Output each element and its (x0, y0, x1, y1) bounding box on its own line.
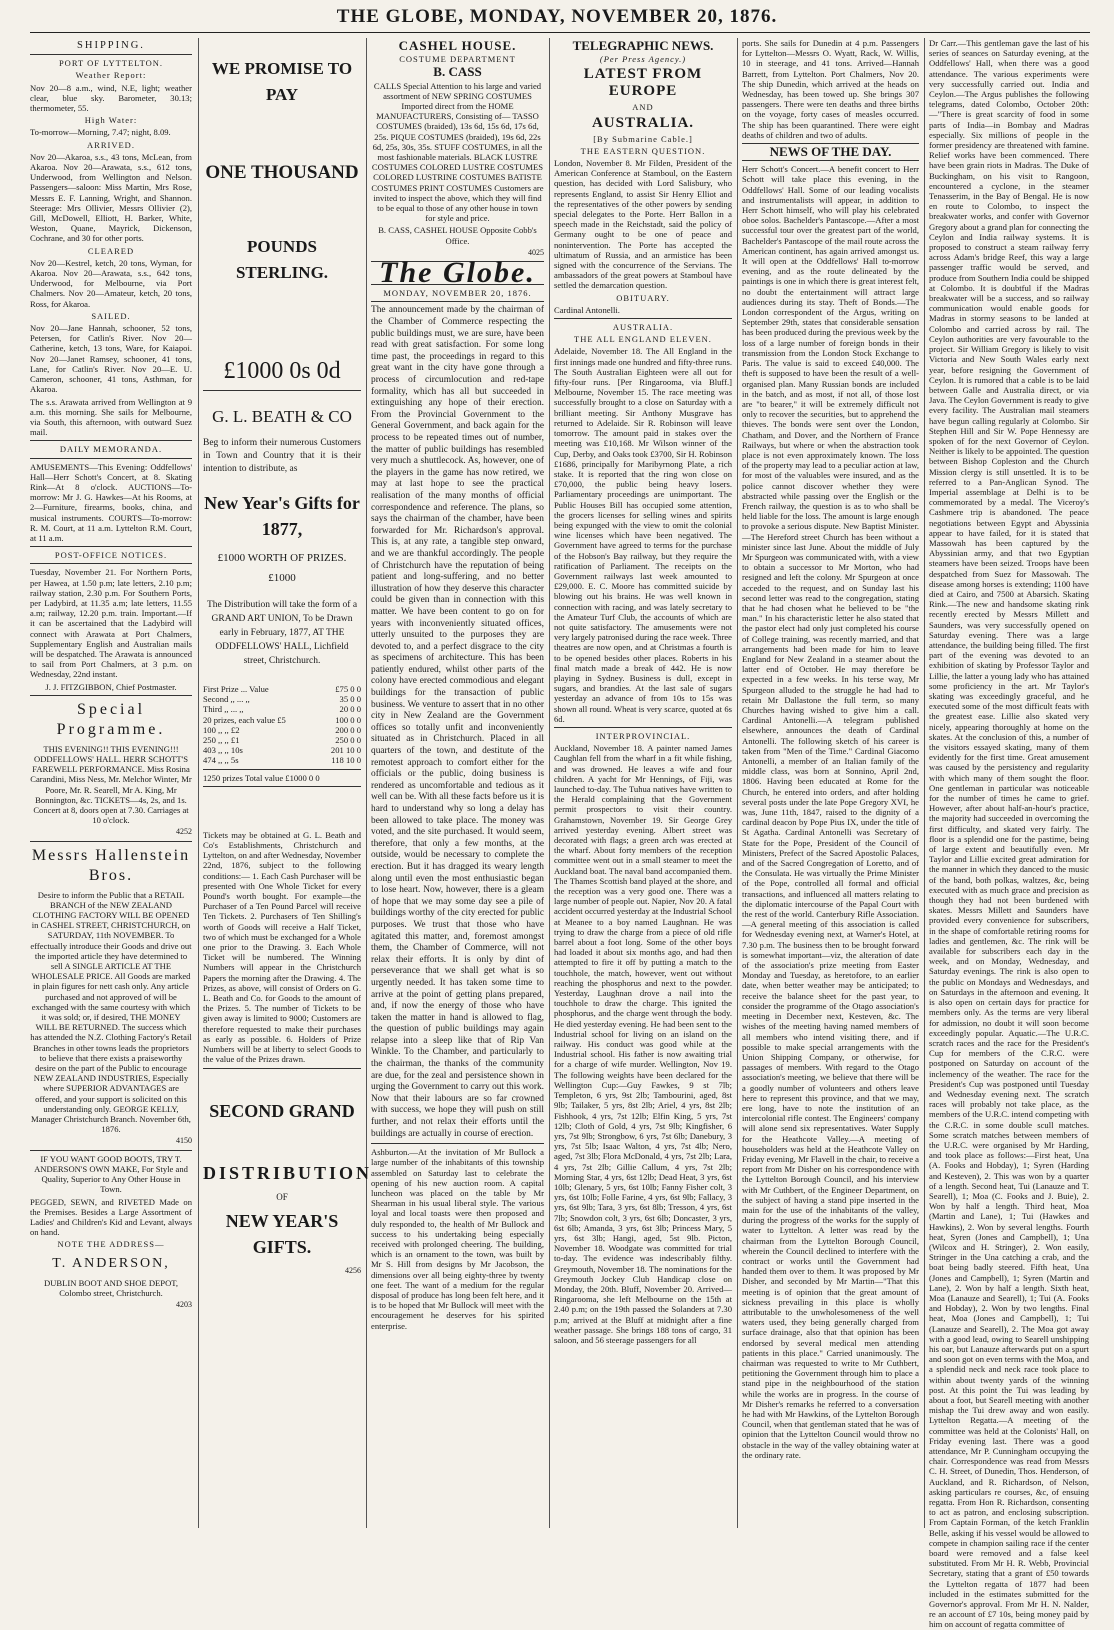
eastern-text: London, November 8. Mr Filden, President of the American Conference at Stamboul, on the Eastern question, has decided with Lord Salisbury, who represents England, to assist Sir Henry Elliot and the representatives of the other powers by sending special delegates to the Porte. Herr Ballon in a speech made in the Reichstadt, said the policy of Germany ought to be one of peace and nonintervention. The Porte has accepted the ultimatum of Russia, and an armistice has been signed with the concurrence of the Servians. The ambassadors of the great powers at Stamboul have settled the demarcation question. (554, 158, 732, 291)
prize-row: Second ,, ... ,, 35 0 0 (203, 694, 361, 705)
anderson-addr: DUBLIN BOOT AND SHOE DEPOT, Colombo street, Christchurch. (43, 1277, 179, 1298)
costume-dept: COSTUME DEPARTMENT (399, 54, 516, 65)
eastern-title: THE EASTERN QUESTION. (580, 145, 706, 156)
worth-line: £1000 WORTH OF PRIZES. £1000 (217, 552, 347, 584)
promise-line-3: POUNDS STERLING. (235, 237, 329, 282)
distribution-heading: DISTRIBUTION (203, 1162, 373, 1183)
divider (30, 841, 192, 842)
cleared-text: Nov 20—Kestrel, ketch, 20 tons, Wyman, for Akaroa. Nov 20—Arawata, s.s., 642 tons, Underwood, for Melbourne, via Port Chalmers. Nov 20—Amateur, ketch, 20 tons, Ross, for Akaroa. (30, 257, 192, 309)
column-1 (30, 38, 192, 1528)
memoranda-title: DAILY MEMORANDA. (59, 444, 163, 455)
column-rule (737, 38, 738, 1528)
prize-row: 250 ,, ,, £1 250 0 0 (203, 735, 361, 746)
masthead: THE GLOBE, MONDAY, NOVEMBER 20, 1876. (336, 6, 778, 27)
of-line: OF (276, 1191, 288, 1202)
bluff-continued: ports. She sails for Dunedin at 4 p.m. Passengers for Lyttelton—Messrs O. Wyatt, Rack, W. Willis, 10 in steerage, and 41 tons. Arrived—Hannah Barrett, from Lyttelton. Port Chalmers, Nov 20. The ship Dunedin, which arrived at the heads on Wednesday, has been towed up. She brings 307 passengers. There were ten deaths and three births on the voyage, forty cases of measles occurred. The ship has been quarantined. There were eight deaths of children and two of adults. (742, 38, 919, 140)
sailed-title: SAILED. (91, 310, 131, 321)
shipping-title: SHIPPING. (77, 40, 145, 51)
divider (30, 546, 192, 547)
dateline: MONDAY, NOVEMBER 20, 1876. (383, 288, 532, 299)
divider (203, 769, 361, 770)
ad-number: 4025 (528, 247, 544, 257)
column-3 (371, 38, 544, 1528)
paper-title: The Globe. (379, 256, 536, 290)
cable-line: [By Submarine Cable.] (593, 133, 693, 144)
interprovincial-title: INTERPROVINCIAL. (595, 730, 691, 741)
b-cass: B. CASS (433, 64, 482, 80)
prize-row: 403 ,, ,, 10s 201 10 0 (203, 745, 361, 756)
weather-text: Nov 20—8 a.m., wind, N.E, light; weather clear, blue sky. Barometer, 30.13; thermometer, 55. (30, 82, 192, 114)
new-years-gifts-2: NEW YEAR'S GIFTS. (225, 1210, 339, 1257)
column-5 (742, 38, 919, 1528)
divider (554, 318, 732, 319)
prize-row: Third ,, ... ,, 20 0 0 (203, 704, 361, 715)
cashel-house-text: CALLS Special Attention to his large and varied assortment of NEW SPRING COSTUMES Imported direct from the HOME MANUFACTURERS, Consisting of— TASSO COSTUMES (braided), 13s 6d, 15s 6d, 17s 6d, 25s. PIQUE COSTUMES (braided), 19s 6d, 22s 6d, 25s, 30s, 35s. STUFF COSTUMES, in all the most fashionable materials. BLACK LUSTRE COSTUMES COLORED LUSTRE COSTUMES COLORED LUSTRINE COSTUMES BATISTE COSTUMES PRINT COSTUMES Customers are invited to inspect the above, which they will find to be equal to those of any other house in town for style and price. (371, 80, 544, 224)
divider (30, 563, 192, 564)
tickets-text: Tickets may be obtained at G. L. Beath and Co's Establishments, Christchurch and Lyttelton, on and after Wednesday, November 22nd, 1876, subject to the following conditions:— 1. Each Cash Purchaser will be presented with One Whole Ticket for every Pound's worth bought. For example—the Purchaser of a Ten Pound Parcel will receive Ten Tickets. 2. Purchasers of Ten Shilling's worth of Goods will receive a Half Ticket, two of which must be exchanged for a Whole one prior to the Drawing. 3. Each Whole Ticket will be numbered. The Winning Numbers will appear in the Christchurch Papers the morning after the Drawing. 4. The Prizes, as above, will consist of Orders on G. L. Beath and Co. for Goods to the amount of the Prizes. 5. The number of Tickets to be given away is limited to 9000; Customers are therefore requested to make their purchases as early as possible. 6. Holders of Prize Numbers will be at liberty to select Goods to the value of the Prizes drawn. (203, 829, 361, 1065)
divider (554, 727, 732, 728)
cashel-house-title: CASHEL HOUSE. (398, 38, 517, 53)
promise-line-2: ONE THOUSAND (205, 162, 359, 183)
anderson-name: T. ANDERSON, (52, 1255, 170, 1271)
hallenstein-text: Desire to inform the Public that a RETAIL BRANCH of the NEW ZEALAND CLOTHING FACTORY WILL BE OPENED in CASHEL STREET, CHRISTCHURCH, on SATURDAY, 11th NOVEMBER. To effectually introduce their Goods and drive out the imported article they have determined to sell A SINGLE ARTICLE AT THE WHOLESALE PRICE. All Goods are marked in plain figures for nett cash only. Any article purchased and not approved of will be exchanged with the same courtesy with which it was sold; or, if desired, THE MONEY WILL BE RETURNED. The success which has attended the N.Z. Clothing Factory's Retail Branches in other towns leads the proprietors to believe that there exists a praiseworthy desire on the part of the Public to encourage NEW ZEALAND INDUSTRIES, Especially where SUPERIOR ADVANTAGES are offered, and your support is solicited on this understanding only. GEORGE KELLY, Manager Christchurch Branch. November 6th, 1876. (30, 889, 192, 1135)
divider (371, 1143, 544, 1144)
latest-line-1: LATEST FROM EUROPE (583, 66, 703, 100)
column-rule (366, 38, 367, 1528)
eleven-title: THE ALL ENGLAND ELEVEN. (574, 334, 712, 345)
second-grand: SECOND GRAND (209, 1100, 355, 1121)
australia-title: AUSTRALIA. (612, 322, 674, 333)
ashburton-text: Ashburton.—At the invitation of Mr Bullock a large number of the inhabitants of this township assembled on Saturday last to celebrate the opening of his new auction room. A capital luncheon was placed on the table by Mr Shearman in his usual liberal style. The various loyal and local toasts were then proposed and duly responded to, the health of Mr Bullock and success to his undertaking being especially received with prolonged cheering. The building, which is an ornament to the town, was built by Mr S. Hill from designs by Mr Jacobson, the dimensions over all being eighty-three by twenty one feet. The want of a medium for the regular disposal of produce has long been felt here, and it is to be hoped that Mr Bullock will meet with the encouragement he deserves for his spirited enterprise. (371, 1147, 544, 1331)
divider (30, 458, 192, 459)
memoranda-text: AMUSEMENTS—This Evening: Oddfellows' Hall—Herr Schott's Concert, at 8. Skating Rink—At 8 o'clock. AUCTIONS—To-morrow: Mr J. G. Hawkes—At his Rooms, at 2—Furniture, firearms, books, china, and musical instruments. COURTS—To-morrow: R. M. Court, at 11 a.m. Lyttelton R.M. Court, at 11 a.m. (30, 461, 192, 543)
divider (203, 390, 361, 391)
gift-intro: Beg to inform their numerous Customers in Town and Country that it is their intention to distribute, as (203, 438, 361, 474)
ad-number: 4252 (176, 827, 192, 837)
prize-table (203, 684, 361, 783)
pegged-text: PEGGED, SEWN, and RIVETED Made on the Premises. Besides a Large Assortment of Ladies' and Children's Kid and Levant, always on hand. (30, 1196, 192, 1238)
per-press: (Per Press Agency.) (599, 54, 687, 65)
ad-number: 4150 (176, 1136, 192, 1146)
distribution-text: The Distribution will take the form of a GRAND ART UNION, To be Drawn early in February, 1877, AT THE ODDFELLOWS' HALL, Lichfield street, Christchurch. (206, 600, 358, 666)
ad-number: 4256 (345, 1265, 361, 1275)
port-title: PORT OF LYTTELTON. (58, 58, 164, 69)
divider (203, 786, 361, 787)
obituary-text: Cardinal Antonelli. (554, 304, 620, 315)
ad-number: 4203 (176, 1299, 192, 1309)
telegraphic-title: TELEGRAPHIC NEWS. (572, 38, 714, 53)
column-6-text: Dr Carr.—This gentleman gave the last of his series of seances on Saturday evening, at the Oddfellows' Hall, when there was a good attendance. The various experiments were very successfully carried out. India and Ceylon.—The Argus publishes the following telegrams, dated Colombo, October 20th:—"There is great scarcity of food in some parts of India—in Bombay and Madras especially. Six millions of people in the former presidency are threatened with famine. Relief works have been commenced. There have been grain riots in Madras. The Duke of Buckingham, on his visit to Rangoon, encountered a cyclone, in the steamer Tenasserim, in the Bay of Bengal. He is now en route to Colombo, to inspect the breakwater works, and confer with Governor Gregory about a grand plan for connecting the Ceylon and India railway systems. It is proposed to construct a steam railway ferry across Adam's bridge Reef, this way a large passenger traffic would be served, and produce from Southern India could be shipped at Colombo. It is doubtful if the Madras breakwater will be a success, and so railway communication would enable goods for Madras in stormy seasons to be landed at Colombo and carried across by rail. The Ceylon authorities are very favourable to the project. Sir William Gregory is likely to visit Victoria and New South Wales early next year, before resigning the Government of Ceylon. It is rumored that a cable is to be laid between Galle and Australia direct, or via Java. The Ceylon Government is ready to give every facility. The Australian mail steamers have begun calling regularly at Colombo. Sir Stephen Hill and Sir W. Pope Hennessy are spoken of for the next Governor of Ceylon. Neither is likely to be appointed. The question between Bishop Copleston and the Church Mission clergy is still unsettled. It is to be referred to a Pan-Anglican Synod. The Imperial assemblage at Delhi is to be commemorated by a medal. The Viceroy's Cashmere trip is abandoned. The peace negotiations between Egypt and Abyssinia appear to have failed, for it is stated that Massowah has been captured by the Abyssinian army, and that two Egyptian steamers have been seized. Troops have been despatched from Suez for Massowah. The disease among horses is extending; 1100 have died at Cairo, and 7500 at Abarsich. Skating Rink.—The new and handsome skating rink recently erected by Messrs Millett and Saunders, was very successfully opened on Saturday evening. There was a large attendance, the building being filled. The first part of the evening was devoted to an exhibition of skating by Professor Taylor and Lillie, the latter a young lady who has attained some proficiency in the art. Mr Taylor's skating was exceedingly graceful, and he executed some of the most difficult feats with the greatest ease. Lillie also skated very nicely, appearing thoroughly at home on the skates. At the conclusion of this, a number of the visitors essayed skating, many of them evidently for the first time. Great amusement was caused by the persistency and regularity with which many of them sought the floor. One gentleman in particular was noticeable for the number of times he came to grief. However, after about half-an-hour's practice, the majority had succeeded in overcoming the first difficulty, and skated very fairly. The floor is a splendid one for the pastime, being of large extent and beautifully even. Mr Taylor and Lillie excited great admiration for the manner in which they danced to the music of the band, both polkas, waltzes, &c, being executed with as much grace and precision as though they had not been burdened with skates. Messrs Millett and Saunders have provided every convenience for subscribers, in the shape of comfortable retiring rooms for ladies and gentlemen, &c. The rink will be available for subscribers each day in the week, and on Monday, Wednesday, and Saturday evenings. The rink is also open to the public on Mondays and Wednesdays, and on Saturdays in the afternoon and evening. It is also open on certain days for practice for members only. As the terms are very liberal for admission, no doubt it will soon become exceedingly popular. Aquatic.—The U.R.C. scratch races and the race for the President's Cup for members of the C.R.C. were postponed on Saturday on account of the inclemency of the weather. The race for the President's Cup was postponed until Tuesday and Wednesday evening next. The scratch races will probably not take place, as the members of the U.R.C. intend competing with the C.R.C. in some double scull matches. Some scratch matches between members of the U.R.C. were organised by Mr Harding, and took place as follows:—First heat, Una (A. Fooks and Hobday), 1; Syren (Harding and Kesteven), 2. This was won by a quarter of a length. Second heat, Tui (Lanauze and T. Searell), 1; Moa (C. Fooks and J. Buie), 2. Won by half a length. Third heat, Moa (Martin and Lane), 1; Tui (Hawkes and Hawkins), 2. Won by several lengths. Fourth heat, Syren (Jones and Campbell), 1; Una (Wilcox and H. Stringer), 2. Won easily, Stringer in the Una catching a crab, and the boat being badly steered. Fifth heat, Una (Jones and Campbell), 1; Syren (Martin and Lane), 2. Won by half a length. Sixth heat, Moa (Lanauze and Searell), 1; Tui (A. Fooks and Hobday), 2. Won by two lengths. Final heat, Moa (Jones and Campbell), 1; Tui (Lanauze and Searell), 2. The Moa got away with a good lead, owing to Searell unshipping his oar, but Lanauze afterwards put on a spurt and soon got on even terms with the Moa, and a splendid neck and neck race took place to within about twenty yards of the winning post. At this point the Tui was leading by about a foot, but Searell meeting with another mishap the Tui drew away and won easily. Lyttelton Regatta.—A meeting of the committee was held at the Colonists' Hall, on Friday evening last. There was a good attendance, Mr P. Cunningham occupying the chair. Correspondence was read from Messrs C. H. Street, of Dunedin, Thos. Henderson, of Auckland, and R. Richardson, of Nelson, asking particulars re courses, &c, of ensuing regatta. From Hon R. Richardson, consenting to act as patron, and enclosing subscription. From Captain Forman, of the ketch Franklin Belle, asking if his vessel would be allowed to compete in champion sailing race if the center board were removed and a false keel substituted. From Mr H. R. Webb, Provincial Secretary, stating that a grant of £50 towards the Lyttelton regatta of 1877 had been included in the estimates submitted for the Governor's approval. From Mr H. N. Nalder, re an account of £7 10s, being money paid by him on account of regatta committee of (929, 38, 1089, 1630)
leader-article: The announcement made by the chairman of the Chamber of Commerce respecting the public buildings must, we are sure, have been read with great satisfaction. For some long time past, the proceedings in regard to this great want in the city have gone through a process of circumlocution and red-tape formality, which has all but succeeded in extinguishing any hope of their erection. From the Provincial Government to the General Government, and back again for the process to be repeated times out of number, the matter of public buildings has resembled very much a shuttlecock. As, however, one of the players in the game has now retired, we may at last hope to see the practical realisation of the many months of official correspondence and reference. The plans, so says the chairman of the chamber, have been forwarded for Mr. Richardson's approval. This is, at any rate, a tangible step onward, and we are thankful accordingly. The people of Christchurch have the reputation of being patient and long-suffering, and no better illustration of how they deserve this character could be given than in connection with this matter. We have been content to go on for years with inconveniently situated offices, utterly unsuited to the purposes they are devoted to, and a perfect disgrace to the city as specimens of architecture. This has been patiently endured, whilst other parts of the colony have erected commodious and elegant buildings for the transaction of public business. We venture to assert that in no other city in New Zealand are the Government offices so totally unfit and inconveniently situated as in Christchurch. Placed in all quarters of the town, and destitute of the remotest approach to comfort either for the officials or the public, doing business is rendered as uncomfortable and tedious as it well can be. With all these facts before us it is hard to understand why so long a delay has been allowed to take place. The money was voted, and the site purchased. It would seem, therefore, that only a few months, at the outside, would be necessary to complete the erection. But it has dragged its weary length along until even the most enthusiastic began to lose heart. Now, however, there is a gleam of hope that we may some day see a pile of buildings worthy of the city erected for public purposes. We trust that those who have agitated this matter, and, foremost amongst them, the Chamber of Commerce, will not relax their efforts. It is only by dint of perseverance that we shall get what is so urgently needed. It has taken some time to arrive at the point of getting plans prepared, and, if now the energy of those who have taken the matter in hand is allowed to flag, the question of public buildings may again relapse into a sleep like that of Rip Van Winkle. To the Chamber, and particularly to the chairman, the thanks of the community are due, for the zeal and persistence shown in urging the Government to carry out this work. Now that their labours are so far crowned with success, we hope they will push on still further, and not relax their efforts until the buildings are actually in course of erection. (371, 305, 544, 1139)
weather-title: Weather Report: (75, 70, 147, 81)
interprovincial-text: Auckland, November 18. A painter named James Caughlan fell from the wharf in a fit while fishing, and was drowned. He leaves a wife and four children. A yacht for Mr Hennings, of Fiji, was launched to-day. The Tuhua natives have written to the Herald complaining that the Government permit prospectors to visit their country. Grahamstown, November 19. Sir George Grey arrived yesterday evening. Albert street was decorated with flags; a green arch was erected at the wharf. About forty members of the reception committee went out in a small steamer to meet the Auckland boat. The naval band accompanied them. The Thames Scottish band played at the shore, and the reception was a very good one. There was a large number of people out. Napier, Nov 20. A fatal accident occurred yesterday at the Industrial School at Meanee to a boy named Laughnan. He was trying to draw the charge from a piece of old rifle barrel about a foot long. Some of the other boys had loaded it about six months ago, and had then attempted to fire it off by putting a match to the touchhole, the match, however, went out without reaching the phosphorus and next to the powder. Yesterday, Laughnan drove a nail into the touchhole to draw the charge. This ignited the phosphorus, and the charge went through the body. He died yesterday evening. He had been sent to the Industrial school for living on an island on the railway. His conduct was good while at the Industrial school. His father is now awaiting trial for a charge of wife murder. Wellington, Nov 19. The following weights have been declared for the Wellington Cup:—Guy Fawkes, 9 st 7lb; Templeton, 6 yrs, 9st 2lb; Tambourini, aged, 8st 9lb; Tailaker, 5 yrs, 8st 2lb; Ariel, 4 yrs, 8st 2lb; Fishhook, 4 yrs, 7st 12lb; Elfin King, 5 yrs, 7st 12lb; Cloth of Gold, 4 yrs, 7st 9lb; Kingfisher, 6 yrs, 7st 9lb; Strongbow, 6 yrs, 7st 6lb; Danebury, 3 yrs, 7st 5lb; Isaac Walton, 4 yrs, 7st 4lb; Nero, aged, 7st 3lb; Flora McDonald, 4 yrs, 7st 2lb; Lara, 4 yrs, 7st 2lb; Gillie Callum, 4 yrs, 7st 2lb; Morning Star, 4 yrs, 6st 12lb; Dead Heat, 3 yrs, 6st 10lb; Glenary, 5 yrs, 6st 10lb; Fanny Fisher colt, 3 yrs, 6st 10lb; Folle Farine, 4 yrs, 6st 9lb; Fallacy, 3 yrs, 6st 9lb; Tara, 3 yrs, 6st 8lb; Tresson, 4 yrs, 6st 7lb; Snowdon colt, 3 yrs, 6st 6lb; Doncaster, 3 yrs, 6st 6lb; Amanda, 3 yrs, 6st 3lb; Princess Mary, 5 yrs, 6st 3lb; Hangi, aged, 5st 9lb. Picton, November 18. Woodgate was committed for trial to-day. The evidence was indescribably filthy. Greymouth, November 18. The nominations for the Greymouth Jockey Club Handicap close on Monday, the 20th. Bluff, November 20. Arrived—Ringarooma, she left Melbourne on the 15th at 2.40 p.m; on the 19th passed the Solanders at 7.30 p.m; arrived at the Bluff at midnight after a fine weather passage. She brings 188 tons of cargo, 31 saloon, and 56 steerage passengers for all (554, 743, 733, 1345)
news-of-the-day-text: Herr Schott's Concert.—A benefit concert to Herr Schott will take place this evening, in the Oddfellows' Hall. Some of our leading vocalists and instrumentalists will appear, in addition to Herr Schott himself, who will play his celebrated oboe solos. Bachelder's Pantascope.—After a most successful tour over the greatest part of the world, Bachelder's Pantascope of the mail route across the American continent, has again arrived amongst us. It will open at the Oddfellows' Hall to-morrow evening, and as the route delineated by the paintings is one in which there is great interest felt, no doubt the entertainment will attract large audiences during its stay. Theft of Bonds.—The London correspondent of the Argus, writing on September 29th, states that considerable sensation has been produced during the previous week by the loss of a large number of foreign bonds in their transmission from the London Stock Exchange to Paris. The value is said to exceed £40,000. The theft is supposed to have been the result of a well-organised plan. Many Russian bonds are included in the batch, and as most, if not all, of those lost are "to bearer," it will be extremely difficult not only to recover the securities, but to apprehend the thieves. The bonds were sent over the London, Chatham, and Dover, and the Northern of France Railways, but where or when the abstraction took place is not even approximately known. The loss of the property may lead to a peculiar action at law, for most of the valuables were insured, and as the police cannot discover whether they were abstracted while passing over the English or the French railway, the question is as to who shall be held liable for the loss. The amount is large enough to provoke a serious dispute. New Baptist Minister.—The Hereford street Church has been without a minister since last June. About the middle of July Mr Spurgeon was communicated with, with a view to obtain a successor to Mr Morton, who had resigned and left the colony. Mr Spurgeon at once acceded to the request, and on Sunday last his second letter was read to the congregation, stating that he had chosen what he believed to be "the man." In his characteristic letter he also stated that the pastor elect had only just completed his course of College training, was recently married, and that arrangements had been made for him to leave England for New Zealand in a steamer about the latter end of October. He may therefore be expected in a few weeks. In his terse way, Mr Spurgeon alluded to the struggle he had had to retain Mr Dallastone the full term, so many Churches having wished to give him a call. Cardinal Antonelli.—A telegram published elsewhere, announces the death of Cardinal Antonelli. The following sketch of his career is taken from "Men of the Time." Cardinal Giacomo Antonelli, a member of an Italian family of the middle class, was born at Sonnino, April 2nd, 1806. Having been educated at Rome for the Church, he entered into orders, and after holding several posts under the late Pope Gregory XVI, he was, June 11th, 1847, raised to the dignity of a cardinal deacon by Pope Pius IX, under the title of St Agatha. Cardinal Antonelli was Secretary of State for the Pope, President of the Council of Ministers, Prefect of the Sacred Apostolic Palaces, and of the Sacred Congregation of Loretto, and of the Consulata. He was virtually the Prime Minister of the Pope, controlled all formal and official transactions, and influenced all matters relating to the diplomatic intercourse of the Papal Court with the rest of the world. Canterbury Rifle Association.—A general meeting of this association is called for Wednesday evening next, at Warner's Hotel, at 7.30 p.m. The business then to be brought forward is somewhat important—viz, the alteration of date of the association's prize meeting from Easter Monday and Tuesday, as heretofore, to an earlier date, when better weather may be anticipated; to receive the balance sheet for the past year, to consider the programme of the Otago association's meeting in December next, Kesteven, &c. The wishes of the meeting having named members of all members who intend visiting there, and if possible to make special arrangements with the Union Shipping Company, or otherwise, for passages of members. With regard to the Otago association's meeting, we believe that there will be a goodly number of volunteers and others leave here to represent this province, and that we may, ere long, have to note the institution of an intercolonial rifle contest. The Engineers' company will alone send six representatives. Water Supply for the Heathcote Valley.—A meeting of householders was held at the Heathcote Valley on Friday evening, Mr Flavell in the chair, to receive a report from Mr Disher on his correspondence with the Lyttelton Borough Council, and his interview with Mr Cuthbert, of the Engineer Department, on the subject of having a stand pipe inserted in the main for the use of the inhabitants of the valley, during the progress of the works for the supply of water to Lyttelton. A letter was read by the chairman from the Lyttelton Borough Council, wherein the Council declined to interfere with the contract or works until the Government had handed them over to them. It was proposed by Mr Disher, and seconded by Mr Martin—"That this meeting is of opinion that the great amount of sickness prevailing in this place is wholly attributable to the unwholesomeness of the well waters used, they being generally charged from surface drainage, also that that opinion has been endorsed by several medical men attending patients in this place." Carried unanimously. The chairman was requested to write to Mr Cuthbert, petitioning the Government through him to place a stand pipe in the neighbourhood of the station while the works are in progress. In the course of Mr Disher's remarks he referred to a conversation he had with Mr Hawkins, of the Lyttelton Borough Council, when that gentleman stated that he was of opinion that the Lyttelton Council would throw no obstacle in the way of the valley obtaining water at the ordinary rate. (742, 164, 919, 1460)
latest-line-3: AUSTRALIA. (591, 114, 695, 131)
post-sign: J. J. FITZGIBBON, Chief Postmaster. (45, 681, 177, 692)
divider (30, 54, 192, 55)
divider (371, 301, 544, 302)
column-rule (198, 38, 199, 1528)
cleared-title: CLEARED (87, 245, 135, 256)
eleven-text: Adelaide, November 18. The All England in the first innings made one hundred and fifty-three runs. The South Australian Eighteen were all out for fifty-four runs. [Per Ringarooma, via Bluff.] Melbourne, November 15. The race meeting was successfully brought to a close on Saturday with a brilliant meeting. Sir Anthony Musgrave has returned to Adelaide. Sir R. Robinson will leave tomorrow. The amount paid in stakes over the meeting was £10,168. Mr Wilson winner of the Cup, Derby, and Oaks took £3700, Sir H. Robinson £1686, principally for Maribyrnong Plate, a rich stake. It is reported that the ring won close on £70,000, the public being heavy losers. Parliamentary proceedings are unimportant. The Public Houses Bill has occupied some attention, the grocers licenses for selling wines and spirits being expunged with the view to omit the colonial wine licenses which have been negatived. The Government have agreed to terms for the purchase of the Hobson's Bay railway, but they require the ratification of Parliament. The receipts on the Government railways last week amounted to £29,000. E. C. Moore has committed suicide by blowing out his brains. He was well known in connection with racing, and was lately secretary to the Amateur Turf Club, the accounts of which are not quite satisfactory. The amusements were not very largely patronised during the race week. Three theatres are now open, and at Christmas a fourth is to be opened besides other places. Roberts in his final match made a break of 442. He is now playing in Sydney. Business is dull, except in sugars, and brandies. At the last sale of sugars yesterday an advance of from 10s to 15s was shown all round. Wheat is very scarce, quoted at 6s 6d. (554, 346, 732, 724)
promise-line-1: WE PROMISE TO PAY (211, 59, 353, 104)
divider (30, 440, 192, 441)
column-rule (924, 38, 925, 1528)
high-water-title: High Water: (84, 115, 138, 126)
post-title: POST-OFFICE NOTICES. (54, 550, 168, 561)
column-4 (554, 38, 732, 1528)
boots-text: IF YOU WANT GOOD BOOTS, TRY T. ANDERSON'S OWN MAKE, For Style and Quality, Superior to Any Other House in Town. (34, 1153, 188, 1195)
firm-name: G. L. BEATH & CO (212, 407, 352, 426)
arrived-title: ARRIVED. (87, 139, 135, 150)
column-6 (929, 38, 1089, 1630)
divider (30, 695, 192, 696)
cashel-house-sign: B. CASS, CASHEL HOUSE Opposite Cobb's Office. (378, 225, 537, 246)
divider (30, 1150, 192, 1151)
hallenstein-title: Messrs Hallenstein Bros. (31, 846, 191, 884)
post-text: Tuesday, November 21. For Northern Ports, per Hawea, at 1.50 p.m; late letters, 2.10 p.m; railway station, 2.30 p.m. For Southern Ports, per Ladybird, at 11.35 a.m; late letters, 11.55 a.m; railway, 12.20 p.m. train. Important.—If it can be ascertained that the Ladybird will connect with Arawata at Port Chalmers, Supplementary English and Australian mails will be despatched. The Arawata is announced to sail from Port Chalmers, at 3 p.m. on Wednesday, 22nd instant. (30, 567, 192, 680)
special-text: THIS EVENING!! THIS EVENING!!! ODDFELLOWS' HALL. HERR SCHOTT'S FAREWELL PERFORMANCE. Miss Rosina Carandini, Miss Ness, Mr. Melchor Winter, Mr Poore, Mr. R. Searell, Mr A. King, Mr Bonnington, &c. TICKETS—4s, 2s, and 1s. Concert at 8, doors open at 7.30. Carriages at 10 o'clock. (30, 743, 192, 826)
column-2 (203, 38, 373, 1528)
prize-row: 20 prizes, each value £5 100 0 0 (203, 714, 361, 725)
latest-line-2: AND (632, 102, 654, 113)
sailed-text: Nov 20—Jane Hannah, schooner, 52 tons, Petersen, for Catlin's River. Nov 20—Catherine, ketch, 13 tons, Ware, for Kaiapoi. Nov 20—Janet Ramsey, schooner, 41 tons, Lane, for Catlin's River. Nov 20—E. U. Cameron, schooner, 41 tons, Asthman, for Akaroa. (30, 323, 192, 395)
prize-row: First Prize ... Value £75 0 0 (203, 684, 361, 694)
divider (203, 1068, 361, 1069)
masthead-rule (30, 32, 1090, 33)
address-title: NOTE THE ADDRESS— (57, 1239, 165, 1250)
news-of-the-day-title: NEWS OF THE DAY. (769, 144, 892, 160)
prize-row: 100 ,, ,, £2 200 0 0 (203, 724, 361, 735)
arawata-text: The s.s. Arawata arrived from Wellington at 9 a.m. this morning. She sails for Melbourne, via South, this afternoon, with outward Suez mail. (30, 396, 192, 438)
column-rule (549, 38, 550, 1528)
obituary-title: OBITUARY. (616, 292, 670, 303)
divider (742, 160, 919, 161)
new-years-gifts: New Year's Gifts for 1877, (204, 493, 360, 539)
special-title: Special Programme. (56, 700, 166, 738)
prize-total: 1250 prizes Total value £1000 0 0 (203, 772, 320, 783)
arrived-text: Nov 20—Akaroa, s.s., 43 tons, McLean, from Akaroa. Nov 20—Arawata, s.s., 612 tons, Underwood, from Wellington and Nelson. Passengers—saloon: Miss Martin, Mrs Rose, Messrs E. F. Lanning, Wright, and Shannon. Steerage: Mrs Ollivier, Messrs Ollivier (2), Gill, McDowell, Elliott, H. Barker, White, Weston, Quane, Mayrick, Dickenson, Cochrane, and 30 for other ports. (30, 151, 192, 244)
prize-row: 474 ,, ,, 5s 118 10 0 (203, 755, 361, 766)
high-water-text: To-morrow—Morning, 7.47; night, 8.09. (30, 127, 171, 138)
amount: £1000 0s 0d (223, 358, 341, 384)
